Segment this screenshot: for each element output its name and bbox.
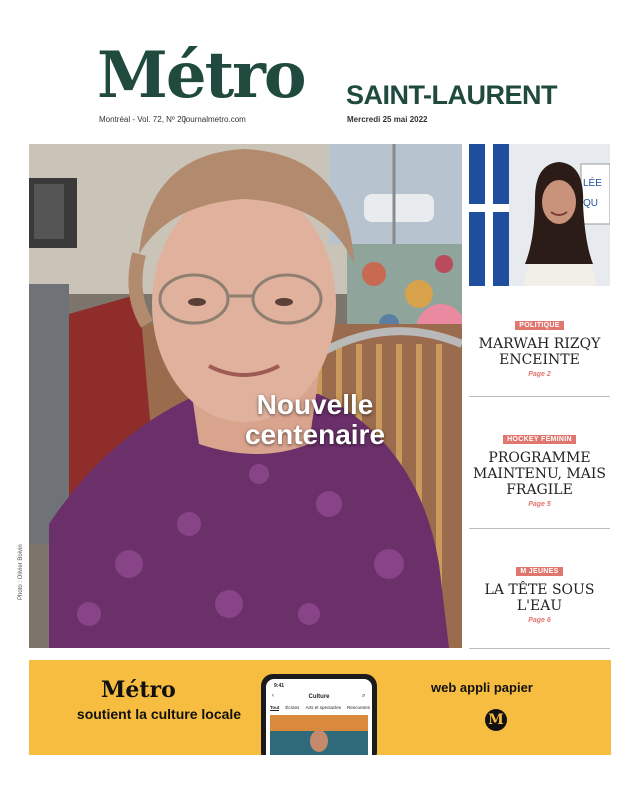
phone-mockup [261,674,377,755]
divider [469,528,610,529]
story-page-ref: Page 5 [528,501,551,508]
phone-tab: Arts et spectacles [305,705,341,710]
divider [469,396,610,397]
phone-tab: Écrans [285,705,300,710]
story-title: MARWAH RIZQY ENCEINTE [478,336,601,368]
phone-time: 9:41 [274,683,285,689]
metro-m-logo-icon: M [485,709,507,731]
rubric-label: POLITIQUE [515,321,563,330]
story-page-ref: Page 6 [528,617,551,624]
rubric-label: HOCKEY FÉMININ [503,435,576,444]
ad-banner[interactable] [29,660,611,755]
divider [469,648,610,649]
side-story-m-jeunes[interactable] [469,560,610,624]
phone-article-card [270,715,368,755]
ad-tagline: soutient la culture locale [76,706,242,722]
phone-card-image [270,715,368,755]
side-story-politique[interactable] [469,314,610,378]
back-arrow-icon: ‹ [272,693,274,699]
side-photo-illustration [469,144,610,286]
cover-headline[interactable]: Nouvelle centenaire [244,389,386,450]
ad-logo: Métro [101,677,176,703]
phone-title: Culture [308,694,330,700]
phone-tab: Tout [270,705,280,710]
masthead-volume: Montréal - Vol. 72, Nº 20 [99,115,186,124]
sign-text-2: QU [583,198,598,209]
sign-text-1: LÉE [583,178,602,189]
ad-formats: web appli papier [431,680,533,695]
story-page-ref: Page 2 [528,371,551,378]
side-story-hockey[interactable] [469,428,610,508]
masthead-logo: Métro [97,38,305,113]
side-photo[interactable] [469,144,610,286]
story-title: LA TÊTE SOUS L'EAU [484,582,595,614]
search-icon: ⌕ [362,693,366,699]
masthead-edition: SAINT-LAURENT [346,80,557,110]
masthead-date: Mercredi 25 mai 2022 [347,115,428,124]
rubric-label: M JEUNES [516,567,562,576]
phone-tab: Rencontres [346,705,370,710]
photo-credit: Photo : Olivier Boivin [18,544,24,600]
phone-screen [266,679,372,755]
phone-tabs [270,705,370,711]
masthead-website-link[interactable]: journalmetro.com [184,115,246,124]
story-title: PROGRAMME MAINTENU, MAIS FRAGILE [472,450,606,498]
